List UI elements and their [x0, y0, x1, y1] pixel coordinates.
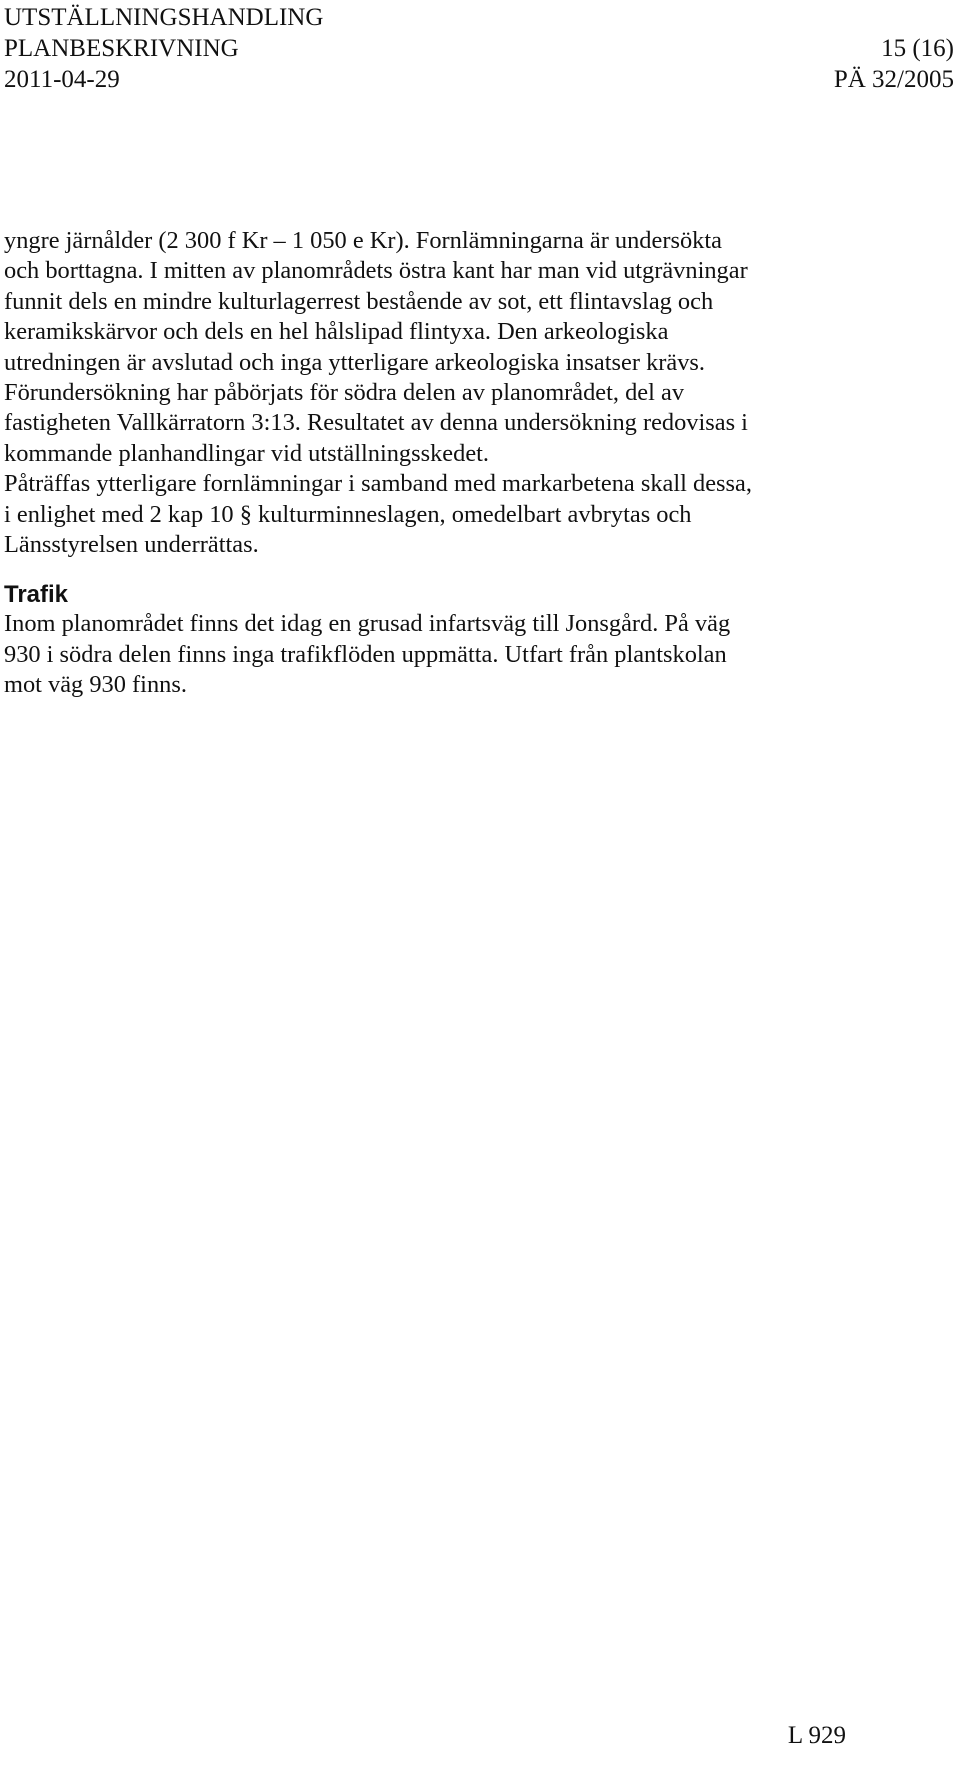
text-line: funnit dels en mindre kulturlagerrest bestående av sot, ett flintavslag och	[4, 287, 714, 315]
section-heading-trafik: Trafik	[4, 581, 69, 609]
page-header	[4, 2, 954, 95]
text-line: och borttagna. I mitten av planområdets östra kant har man vid utgrävningar	[4, 257, 748, 285]
document-title: PLANBESKRIVNING	[4, 35, 239, 62]
document-type: UTSTÄLLNINGSHANDLING	[4, 4, 324, 31]
page-number: 15 (16)	[881, 35, 954, 62]
text-line: yngre järnålder (2 300 f Kr – 1 050 e Kr). Fornlämningarna är undersökta	[4, 227, 722, 254]
text-line: kommande planhandlingar vid utställningsskedet.	[4, 439, 490, 467]
header-row-3	[4, 64, 954, 95]
text-line: fastigheten Vallkärratorn 3:13. Resultatet av denna undersökning redovisas i	[4, 409, 748, 437]
text-line: keramikskärvor och dels en hel hålslipad flintyxa. Den arkeologiska	[4, 318, 669, 346]
document-reference: PÄ 32/2005	[833, 66, 954, 93]
document-date: 2011-04-29	[4, 66, 120, 93]
text-line: i enlighet med 2 kap 10 § kulturminneslagen, omedelbart avbrytas och	[4, 500, 692, 528]
text-line: Förundersökning har påbörjats för södra delen av planområdet, del av	[4, 379, 685, 407]
paragraph-traffic	[4, 609, 954, 700]
header-row-2	[4, 33, 954, 64]
text-line: Påträffas ytterligare fornlämningar i samband med markarbetena skall dessa,	[4, 470, 752, 498]
text-line: Inom planområdet finns det idag en grusad infartsväg till Jonsgård. På väg	[4, 610, 731, 638]
text-line: 930 i södra delen finns inga trafikflöden uppmätta. Utfart från plantskolan	[4, 640, 727, 668]
text-line: Länsstyrelsen underrättas.	[4, 531, 259, 559]
header-row-1	[4, 2, 954, 33]
text-line: mot väg 930 finns.	[4, 671, 187, 699]
paragraph-archaeology	[4, 226, 954, 560]
page-footer-code: L 929	[787, 1722, 846, 1749]
text-line: utredningen är avslutad och inga ytterligare arkeologiska insatser krävs.	[4, 348, 705, 376]
page-body	[4, 226, 954, 701]
